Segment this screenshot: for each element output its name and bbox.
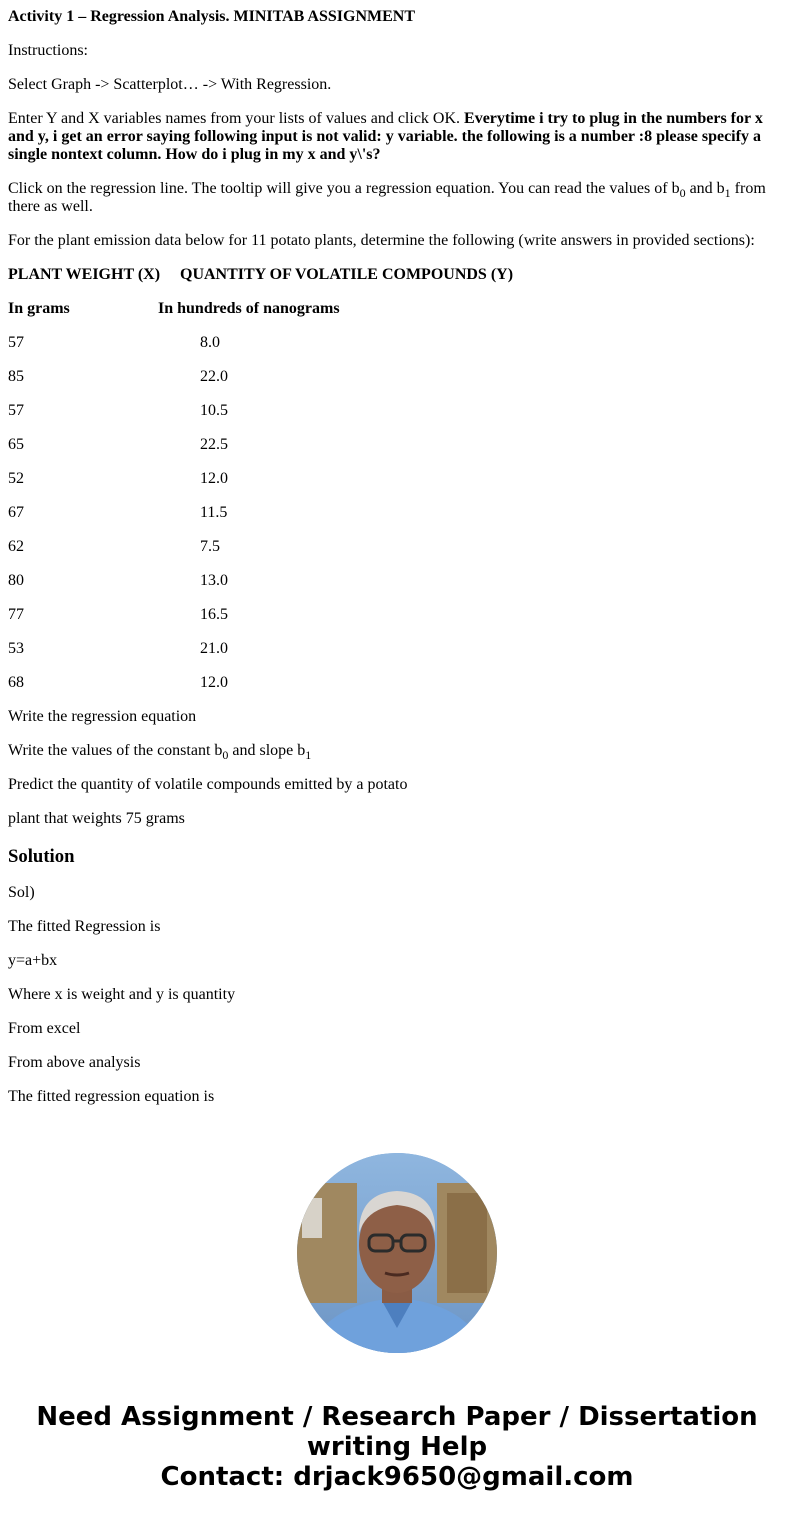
table-row: 53 21.0 — [8, 640, 228, 657]
table-row: 80 13.0 — [8, 572, 228, 589]
table-row: 62 7.5 — [8, 538, 220, 555]
solution-line: From above analysis — [8, 1054, 141, 1071]
document-body — [8, 0, 780, 1106]
table-row: 68 12.0 — [8, 674, 228, 691]
table-header — [8, 266, 780, 284]
question-3-line-2: plant that weights 75 grams — [8, 810, 185, 827]
question-2: Write the values of the constant $b_0$ and slope $b_1$ — [8, 742, 312, 763]
table-row: 65 22.5 — [8, 436, 228, 453]
footer-contact: Contact: drjack9650@gmail.com — [160, 1462, 634, 1492]
instructions-label: Instructions: — [8, 42, 88, 59]
table-row: 52 12.0 — [8, 470, 228, 487]
footer-line-2: writing Help — [306, 1432, 488, 1462]
document-title: Activity 1 – Regression Analysis. MINITAB ASSIGNMENT — [8, 8, 415, 25]
instruction-step-3: Click on the regression line. The tooltip will give you a regression equation. You can read the values of $b_0$ and $b_1$ from there as well. — [8, 180, 766, 215]
data-intro: For the plant emission data below for 11 potato plants, determine the following (write answers in provided sections): — [8, 232, 755, 249]
table-units — [8, 300, 780, 318]
author-avatar — [297, 1153, 497, 1353]
data-table — [8, 334, 780, 692]
solution-line: The fitted Regression is — [8, 918, 161, 935]
question-1: Write the regression equation — [8, 708, 197, 725]
table-row: 77 16.5 — [8, 606, 228, 623]
person-portrait-icon — [297, 1153, 497, 1353]
table-row: 57 8.0 — [8, 334, 220, 351]
solution-line: y=a+bx — [8, 952, 58, 969]
table-row: 57 10.5 — [8, 402, 228, 419]
step-2-text: Enter Y and X variables names from your lists of values and click OK. — [8, 110, 465, 127]
table-row: 85 22.0 — [8, 368, 228, 385]
question-3-line-1: Predict the quantity of volatile compounds emitted by a potato — [8, 776, 408, 793]
footer-banner — [0, 1402, 794, 1492]
solution-heading: Solution — [8, 846, 75, 867]
instruction-step-1: Select Graph -> Scatterplot… -> With Regression. — [8, 76, 332, 93]
solution-line: Sol) — [8, 884, 35, 901]
solution-line: From excel — [8, 1020, 81, 1037]
header-x: PLANT WEIGHT (X) — [8, 266, 161, 283]
solution-line: The fitted regression equation is — [8, 1088, 215, 1105]
table-row: 67 11.5 — [8, 504, 228, 521]
footer-line-1: Need Assignment / Research Paper / Dissertation — [36, 1402, 758, 1432]
step-2-question: Everytime i try to plug in the numbers for x and y, i get an error saying following input is not valid: y variable. the following is a number :8 please specify a single nontext column. How do i plug in my x and y\'s? — [8, 110, 763, 163]
header-y: QUANTITY OF VOLATILE COMPOUNDS (Y) — [180, 266, 514, 283]
unit-x: In grams — [8, 300, 70, 317]
solution-line: Where x is weight and y is quantity — [8, 986, 236, 1003]
instruction-step-2 — [8, 110, 780, 164]
unit-y: In hundreds of nanograms — [158, 300, 340, 317]
